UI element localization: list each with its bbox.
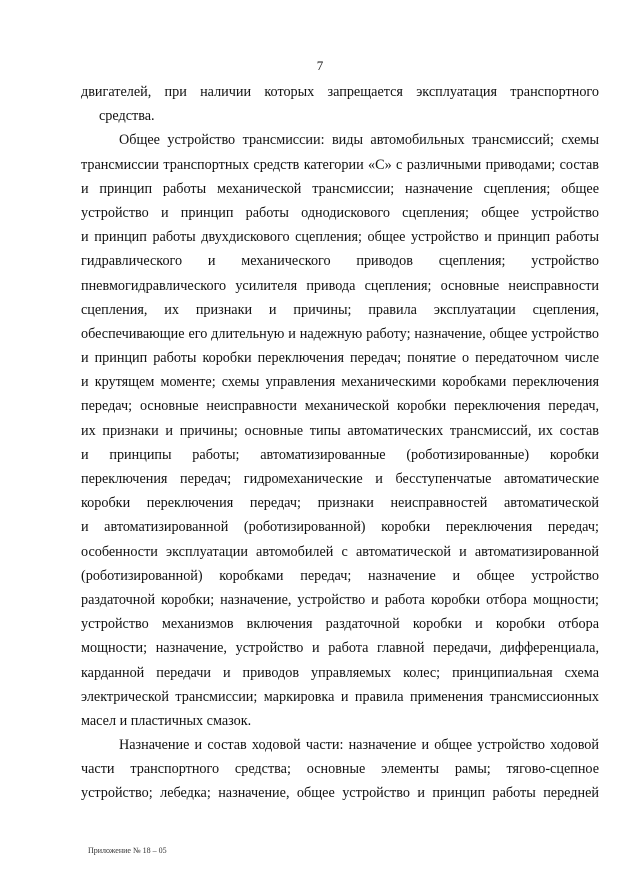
text-line: масел и пластичных смазок. [81,712,252,729]
text-line: мощности; назначение, устройство и работа главной передачи, дифференциала, [81,640,599,657]
paragraph-start-line: Назначение и состав ходовой части: назначение и общее устройство ходовой [119,737,599,754]
text-line: пневмогидравлического усилителя привода сцепления; основные неисправности [81,277,599,294]
text-line: коробки переключения передач; признаки неисправностей автоматической [81,495,599,512]
text-line: трансмиссии транспортных средств категории «С» с различными приводами; состав [81,156,599,173]
text-line: и принцип работы двухдискового сцепления; общее устройство и принцип работы [81,229,599,246]
text-line: карданной передачи и приводов управляемых колес; принципиальная схема [81,664,599,681]
text-line: обеспечивающие его длительную и надежную работу; назначение, общее устройство [81,325,599,342]
page-footer: Приложение № 18 – 05 [88,846,167,855]
text-line: и принцип работы коробки переключения передач; понятие о передаточном числе [81,350,599,367]
text-line: передач; основные неисправности механической коробки переключения передач, [81,398,599,415]
text-line: раздаточной коробки; назначение, устройство и работа коробки отбора мощности; [81,591,599,608]
text-line: гидравлического и механического приводов сцепления; устройство [81,253,599,270]
text-line: двигателей, при наличии которых запрещается эксплуатация транспортного [81,84,599,100]
text-line: сцепления, их признаки и причины; правила эксплуатации сцепления, [81,301,599,318]
text-line: их признаки и причины; основные типы автоматических трансмиссий, их состав [81,422,599,439]
body-text [81,80,599,806]
text-line: устройство; лебедка; назначение, общее устройство и принцип работы передней [81,785,599,802]
paragraph-start-line: Общее устройство трансмиссии: виды автомобильных трансмиссий; схемы [119,132,599,149]
text-line: и принцип работы механической трансмиссии; назначение сцепления; общее [81,180,599,197]
text-line: средства. [99,108,155,125]
text-line: особенности эксплуатации автомобилей с автоматической и автоматизированной [81,543,599,560]
text-line: устройство механизмов включения раздаточной коробки и коробки отбора [81,616,599,633]
text-line: электрической трансмиссии; маркировка и правила применения трансмиссионных [81,688,599,705]
text-line: и крутящем моменте; схемы управления механическими коробками переключения [81,374,599,391]
text-line: части транспортного средства; основные элементы рамы; тягово-сцепное [81,761,599,778]
text-line: переключения передач; гидромеханические и бесступенчатые автоматические [81,471,599,487]
page-number: 7 [316,58,324,73]
text-line: (роботизированной) коробками передач; назначение и общее устройство [81,567,599,584]
text-line: и автоматизированной (роботизированной) коробки переключения передач; [81,519,599,536]
text-line: устройство и принцип работы однодискового сцепления; общее устройство [81,204,599,221]
text-line: и принципы работы; автоматизированные (роботизированные) коробки [81,446,599,463]
